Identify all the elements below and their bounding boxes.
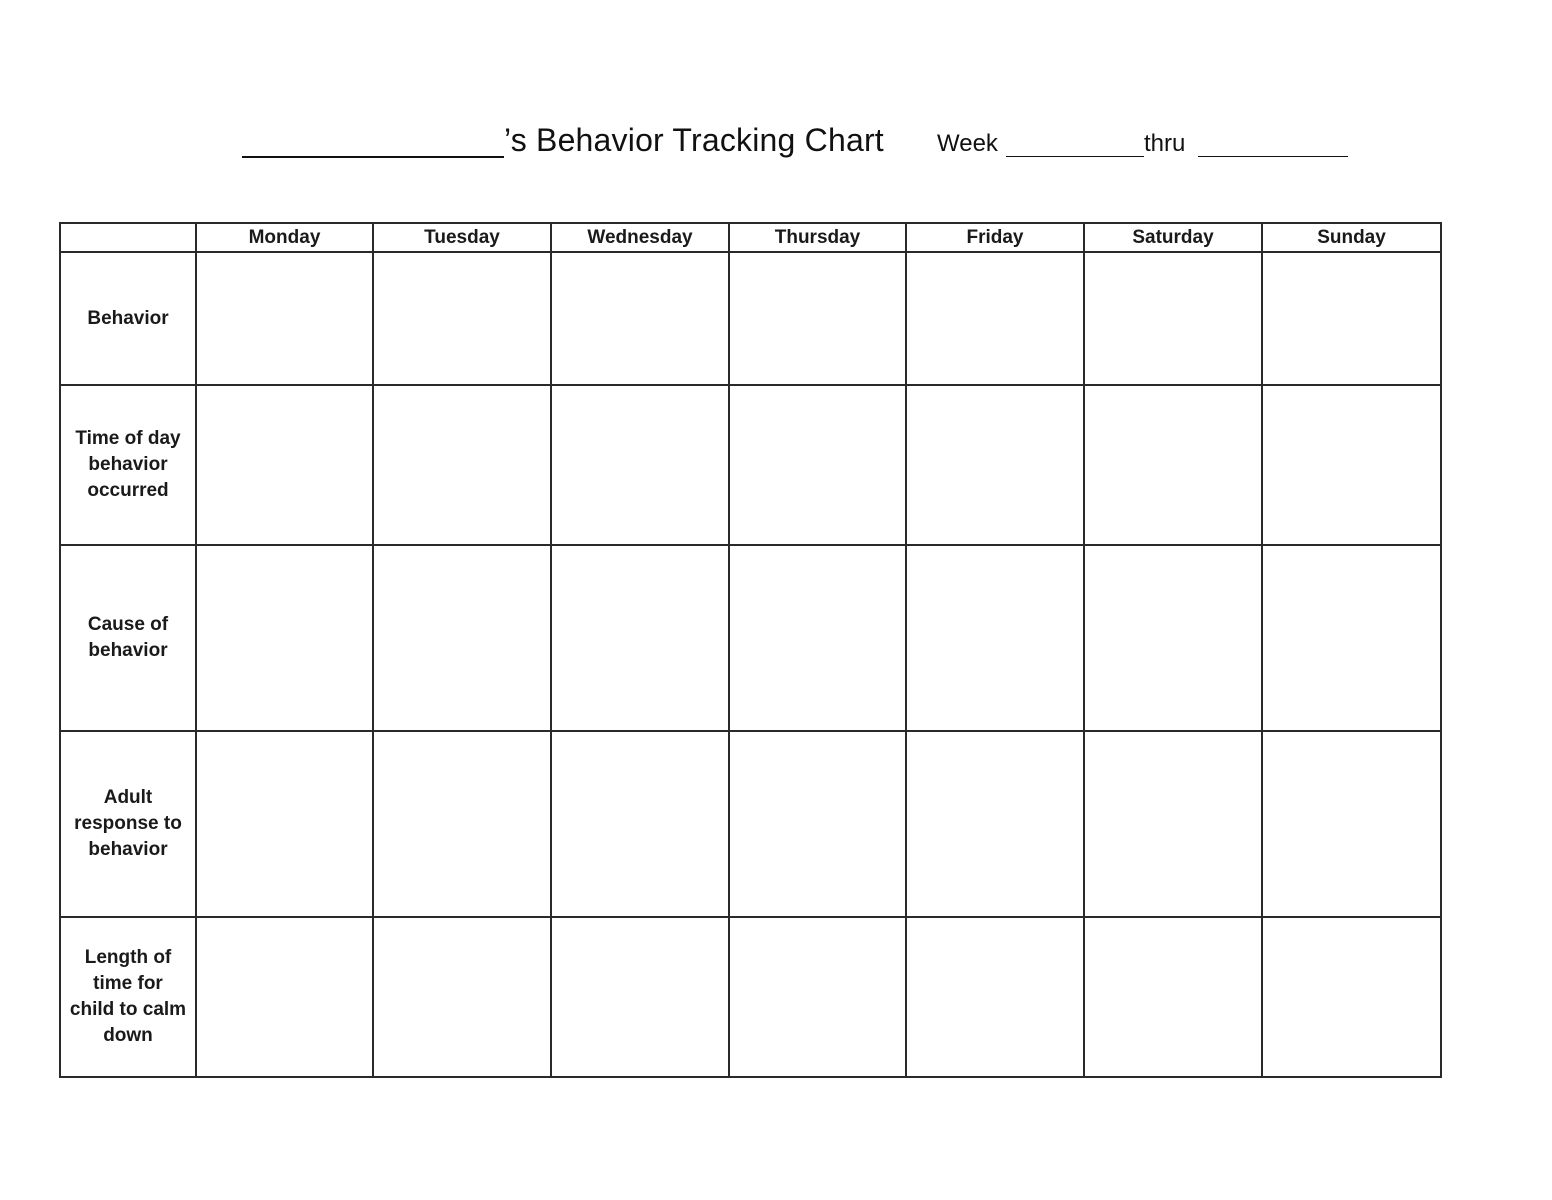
entry-cell[interactable] bbox=[906, 545, 1084, 731]
day-header-tuesday: Tuesday bbox=[373, 223, 551, 252]
entry-cell[interactable] bbox=[1262, 385, 1441, 545]
table-row bbox=[60, 385, 1441, 545]
chart-title: ’s Behavior Tracking Chart bbox=[504, 122, 884, 158]
row-label-text: Behavior bbox=[87, 307, 169, 329]
entry-cell[interactable] bbox=[551, 545, 729, 731]
week-start-blank[interactable] bbox=[1006, 156, 1144, 157]
entry-cell[interactable] bbox=[729, 385, 906, 545]
entry-cell[interactable] bbox=[1084, 252, 1262, 385]
row-label-adult-response bbox=[60, 731, 196, 917]
entry-cell[interactable] bbox=[373, 385, 551, 545]
entry-cell[interactable] bbox=[196, 545, 373, 731]
entry-cell[interactable] bbox=[373, 252, 551, 385]
entry-cell[interactable] bbox=[551, 252, 729, 385]
entry-cell[interactable] bbox=[373, 545, 551, 731]
day-header-wednesday: Wednesday bbox=[551, 223, 729, 252]
entry-cell[interactable] bbox=[1262, 917, 1441, 1077]
entry-cell[interactable] bbox=[729, 917, 906, 1077]
tracking-table bbox=[59, 222, 1442, 1078]
entry-cell[interactable] bbox=[551, 731, 729, 917]
entry-cell[interactable] bbox=[551, 917, 729, 1077]
day-header-sunday: Sunday bbox=[1262, 223, 1441, 252]
entry-cell[interactable] bbox=[196, 252, 373, 385]
entry-cell[interactable] bbox=[729, 252, 906, 385]
entry-cell[interactable] bbox=[373, 731, 551, 917]
row-label-text: Cause of behavior bbox=[87, 614, 169, 662]
entry-cell[interactable] bbox=[196, 385, 373, 545]
entry-cell[interactable] bbox=[1084, 385, 1262, 545]
entry-cell[interactable] bbox=[729, 731, 906, 917]
entry-cell[interactable] bbox=[196, 731, 373, 917]
row-label-time-of-day bbox=[60, 385, 196, 545]
entry-cell[interactable] bbox=[906, 917, 1084, 1077]
row-label-behavior bbox=[60, 252, 196, 385]
entry-cell[interactable] bbox=[373, 917, 551, 1077]
entry-cell[interactable] bbox=[1262, 731, 1441, 917]
row-label-text: Adult response to behavior bbox=[74, 787, 182, 861]
week-label: Week bbox=[937, 130, 998, 157]
day-header-friday: Friday bbox=[906, 223, 1084, 252]
thru-label: thru bbox=[1144, 130, 1186, 157]
entry-cell[interactable] bbox=[551, 385, 729, 545]
table-row bbox=[60, 252, 1441, 385]
entry-cell[interactable] bbox=[196, 917, 373, 1077]
table-row bbox=[60, 545, 1441, 731]
row-label-text: Length of time for child to calm down bbox=[69, 947, 187, 1047]
entry-cell[interactable] bbox=[1084, 545, 1262, 731]
table-row bbox=[60, 731, 1441, 917]
day-header-saturday: Saturday bbox=[1084, 223, 1262, 252]
week-end-blank[interactable] bbox=[1198, 156, 1348, 157]
entry-cell[interactable] bbox=[729, 545, 906, 731]
entry-cell[interactable] bbox=[1262, 252, 1441, 385]
table-row bbox=[60, 917, 1441, 1077]
header-row bbox=[60, 223, 1441, 252]
entry-cell[interactable] bbox=[906, 385, 1084, 545]
entry-cell[interactable] bbox=[1262, 545, 1441, 731]
entry-cell[interactable] bbox=[906, 252, 1084, 385]
row-label-cause bbox=[60, 545, 196, 731]
entry-cell[interactable] bbox=[1084, 917, 1262, 1077]
child-name-blank[interactable] bbox=[242, 156, 504, 158]
day-header-thursday: Thursday bbox=[729, 223, 906, 252]
day-header-monday: Monday bbox=[196, 223, 373, 252]
entry-cell[interactable] bbox=[1084, 731, 1262, 917]
row-label-text: Time of day behavior occurred bbox=[75, 428, 181, 502]
entry-cell[interactable] bbox=[906, 731, 1084, 917]
row-label-calm-down-time bbox=[60, 917, 196, 1077]
corner-cell bbox=[60, 223, 196, 252]
title-line bbox=[0, 118, 1552, 168]
